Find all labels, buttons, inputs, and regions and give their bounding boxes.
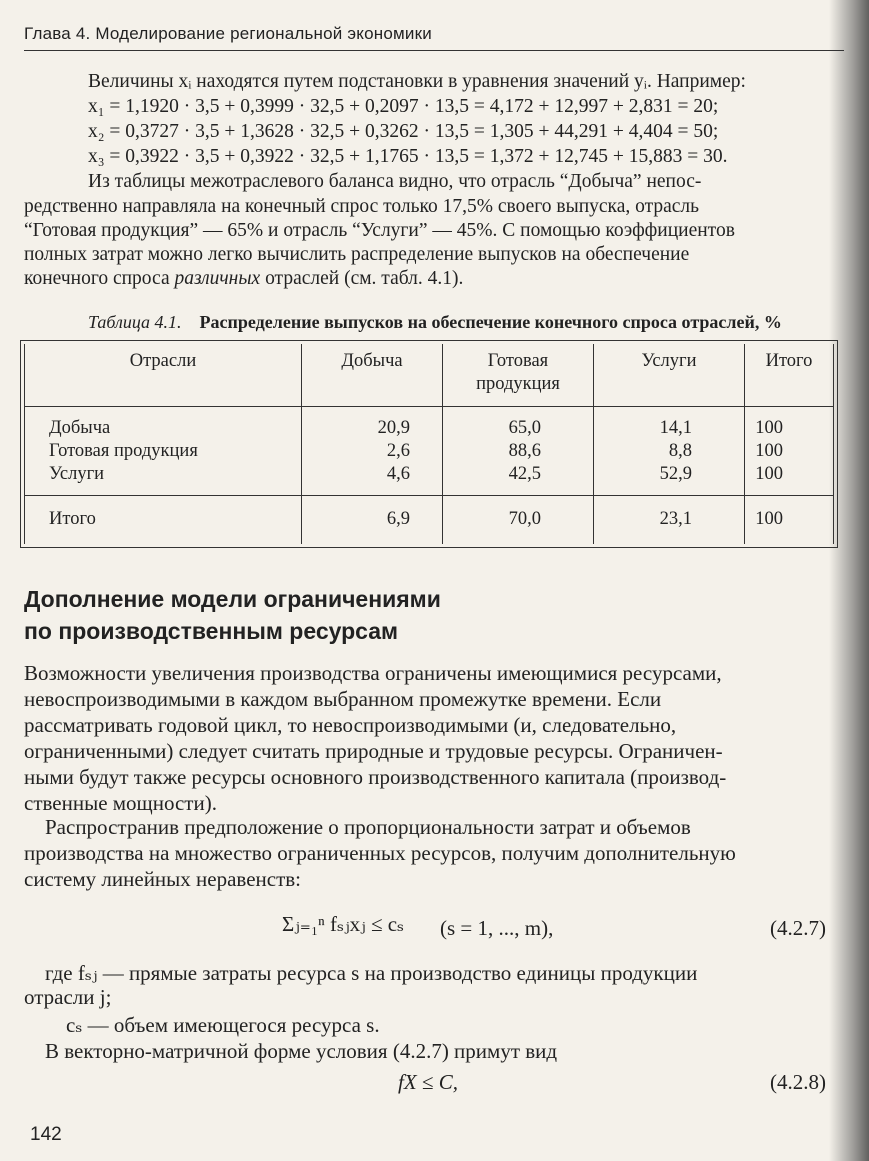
header-cell: Услуги: [594, 344, 745, 407]
header-rule: [24, 50, 844, 51]
row-label: Готовая продукция: [25, 440, 302, 463]
formula-4-2-8-number: (4.2.8): [770, 1070, 826, 1094]
table-caption-label: Таблица 4.1.: [88, 312, 182, 332]
cell: 20,9: [302, 417, 443, 440]
table-header-row: [25, 344, 834, 407]
where-line-4: В векторно-матричной форме условия (4.2.7) примут вид: [24, 1039, 558, 1063]
intro-line: Величины xᵢ находятся путем подстановки в уравнения значений yᵢ. Например:: [88, 71, 746, 92]
formula-4-2-8-expression: fX ≤ C,: [398, 1070, 458, 1094]
cell: 23,1: [594, 496, 745, 544]
body-line-1: Возможности увеличения производства ограничены имеющимися ресурсами,: [24, 661, 722, 685]
cell: 65,0: [443, 417, 594, 440]
table-caption-title: Распределение выпусков на обеспечение конечного спроса отраслей, %: [199, 312, 782, 332]
para1-line-2: редственно направляла на конечный спрос только 17,5% своего выпуска, отрасль: [24, 196, 700, 217]
para1-line-3: “Готовая продукция” — 65% и отрасль “Услуги” — 45%. С помощью коэффициентов: [24, 220, 735, 241]
header-cell: Итого: [745, 344, 834, 407]
header-cell: Отрасли: [25, 344, 302, 407]
row-label: Итого: [25, 496, 302, 544]
formula-4-2-7-expression: Σⱼ₌₁ⁿ fₛⱼxⱼ ≤ cₛ: [282, 912, 405, 936]
cell: 100: [745, 496, 834, 544]
equation-1: x₁ = 1,1920 · 3,5 + 0,3999 · 32,5 + 0,2097 · 13,5 = 4,172 + 12,997 + 2,831 = 20;: [88, 96, 719, 117]
header-cell: Добыча: [302, 344, 443, 407]
para1-line-5: конечного спроса различных отраслей (см. табл. 4.1).: [24, 268, 464, 289]
cell: 100: [745, 417, 834, 440]
cell: 4,6: [302, 463, 443, 486]
table-row: [25, 417, 834, 440]
book-spine-shadow: [829, 0, 869, 1161]
body-line-8: производства на множество ограниченных ресурсов, получим дополнительную: [24, 841, 736, 865]
body-line-7: Распространив предположение о пропорциональности затрат и объемов: [24, 815, 691, 839]
cell: 100: [745, 440, 834, 463]
section-title-line-1: Дополнение модели ограничениями: [24, 586, 441, 612]
table-caption: [88, 312, 782, 333]
equation-3: x₃ = 0,3922 · 3,5 + 0,3922 · 32,5 + 1,1765 · 13,5 = 1,372 + 12,745 + 15,883 = 30.: [88, 146, 728, 167]
table-total-row: [25, 496, 834, 544]
body-line-2: невоспроизводимыми в каждом выбранном промежутке времени. Если: [24, 687, 662, 711]
where-line-1: где fₛⱼ — прямые затраты ресурса s на производство единицы продукции: [24, 961, 698, 985]
body-line-5: ными будут также ресурсы основного производственного капитала (производ-: [24, 765, 727, 789]
body-line-4: ограниченными) следует считать природные и трудовые ресурсы. Ограничен-: [24, 739, 723, 763]
running-head: Глава 4. Моделирование региональной экономики: [24, 24, 432, 43]
cell: 52,9: [594, 463, 745, 486]
cell: 100: [745, 463, 834, 486]
body-line-3: рассматривать годовой цикл, то невоспроизводимыми (и, следовательно,: [24, 713, 677, 737]
row-label: Добыча: [25, 417, 302, 440]
cell: 8,8: [594, 440, 745, 463]
cell: 88,6: [443, 440, 594, 463]
para1-line-4: полных затрат можно легко вычислить распределение выпусков на обеспечение: [24, 244, 690, 265]
distribution-table: [24, 344, 834, 544]
para1-line-1: Из таблицы межотраслевого баланса видно, что отрасль “Добыча” непос-: [88, 171, 702, 192]
cell: 70,0: [443, 496, 594, 544]
formula-4-2-7-number: (4.2.7): [770, 916, 826, 940]
cell: 2,6: [302, 440, 443, 463]
equation-2: x₂ = 0,3727 · 3,5 + 1,3628 · 32,5 + 0,3262 · 13,5 = 1,305 + 44,291 + 4,404 = 50;: [88, 121, 719, 142]
body-line-6: ственные мощности).: [24, 791, 217, 815]
where-line-3: cₛ — объем имеющегося ресурса s.: [24, 1013, 380, 1037]
where-line-2: отрасли j;: [24, 985, 112, 1009]
formula-4-2-7-condition: (s = 1, ..., m),: [440, 916, 554, 940]
page-number: 142: [30, 1124, 62, 1145]
section-title-line-2: по производственным ресурсам: [24, 618, 399, 644]
cell: 6,9: [302, 496, 443, 544]
cell: 42,5: [443, 463, 594, 486]
table-row: [25, 440, 834, 463]
cell: 14,1: [594, 417, 745, 440]
header-cell: Готовая продукция: [443, 344, 594, 407]
body-line-9: систему линейных неравенств:: [24, 867, 302, 891]
table-row: [25, 463, 834, 486]
row-label: Услуги: [25, 463, 302, 486]
